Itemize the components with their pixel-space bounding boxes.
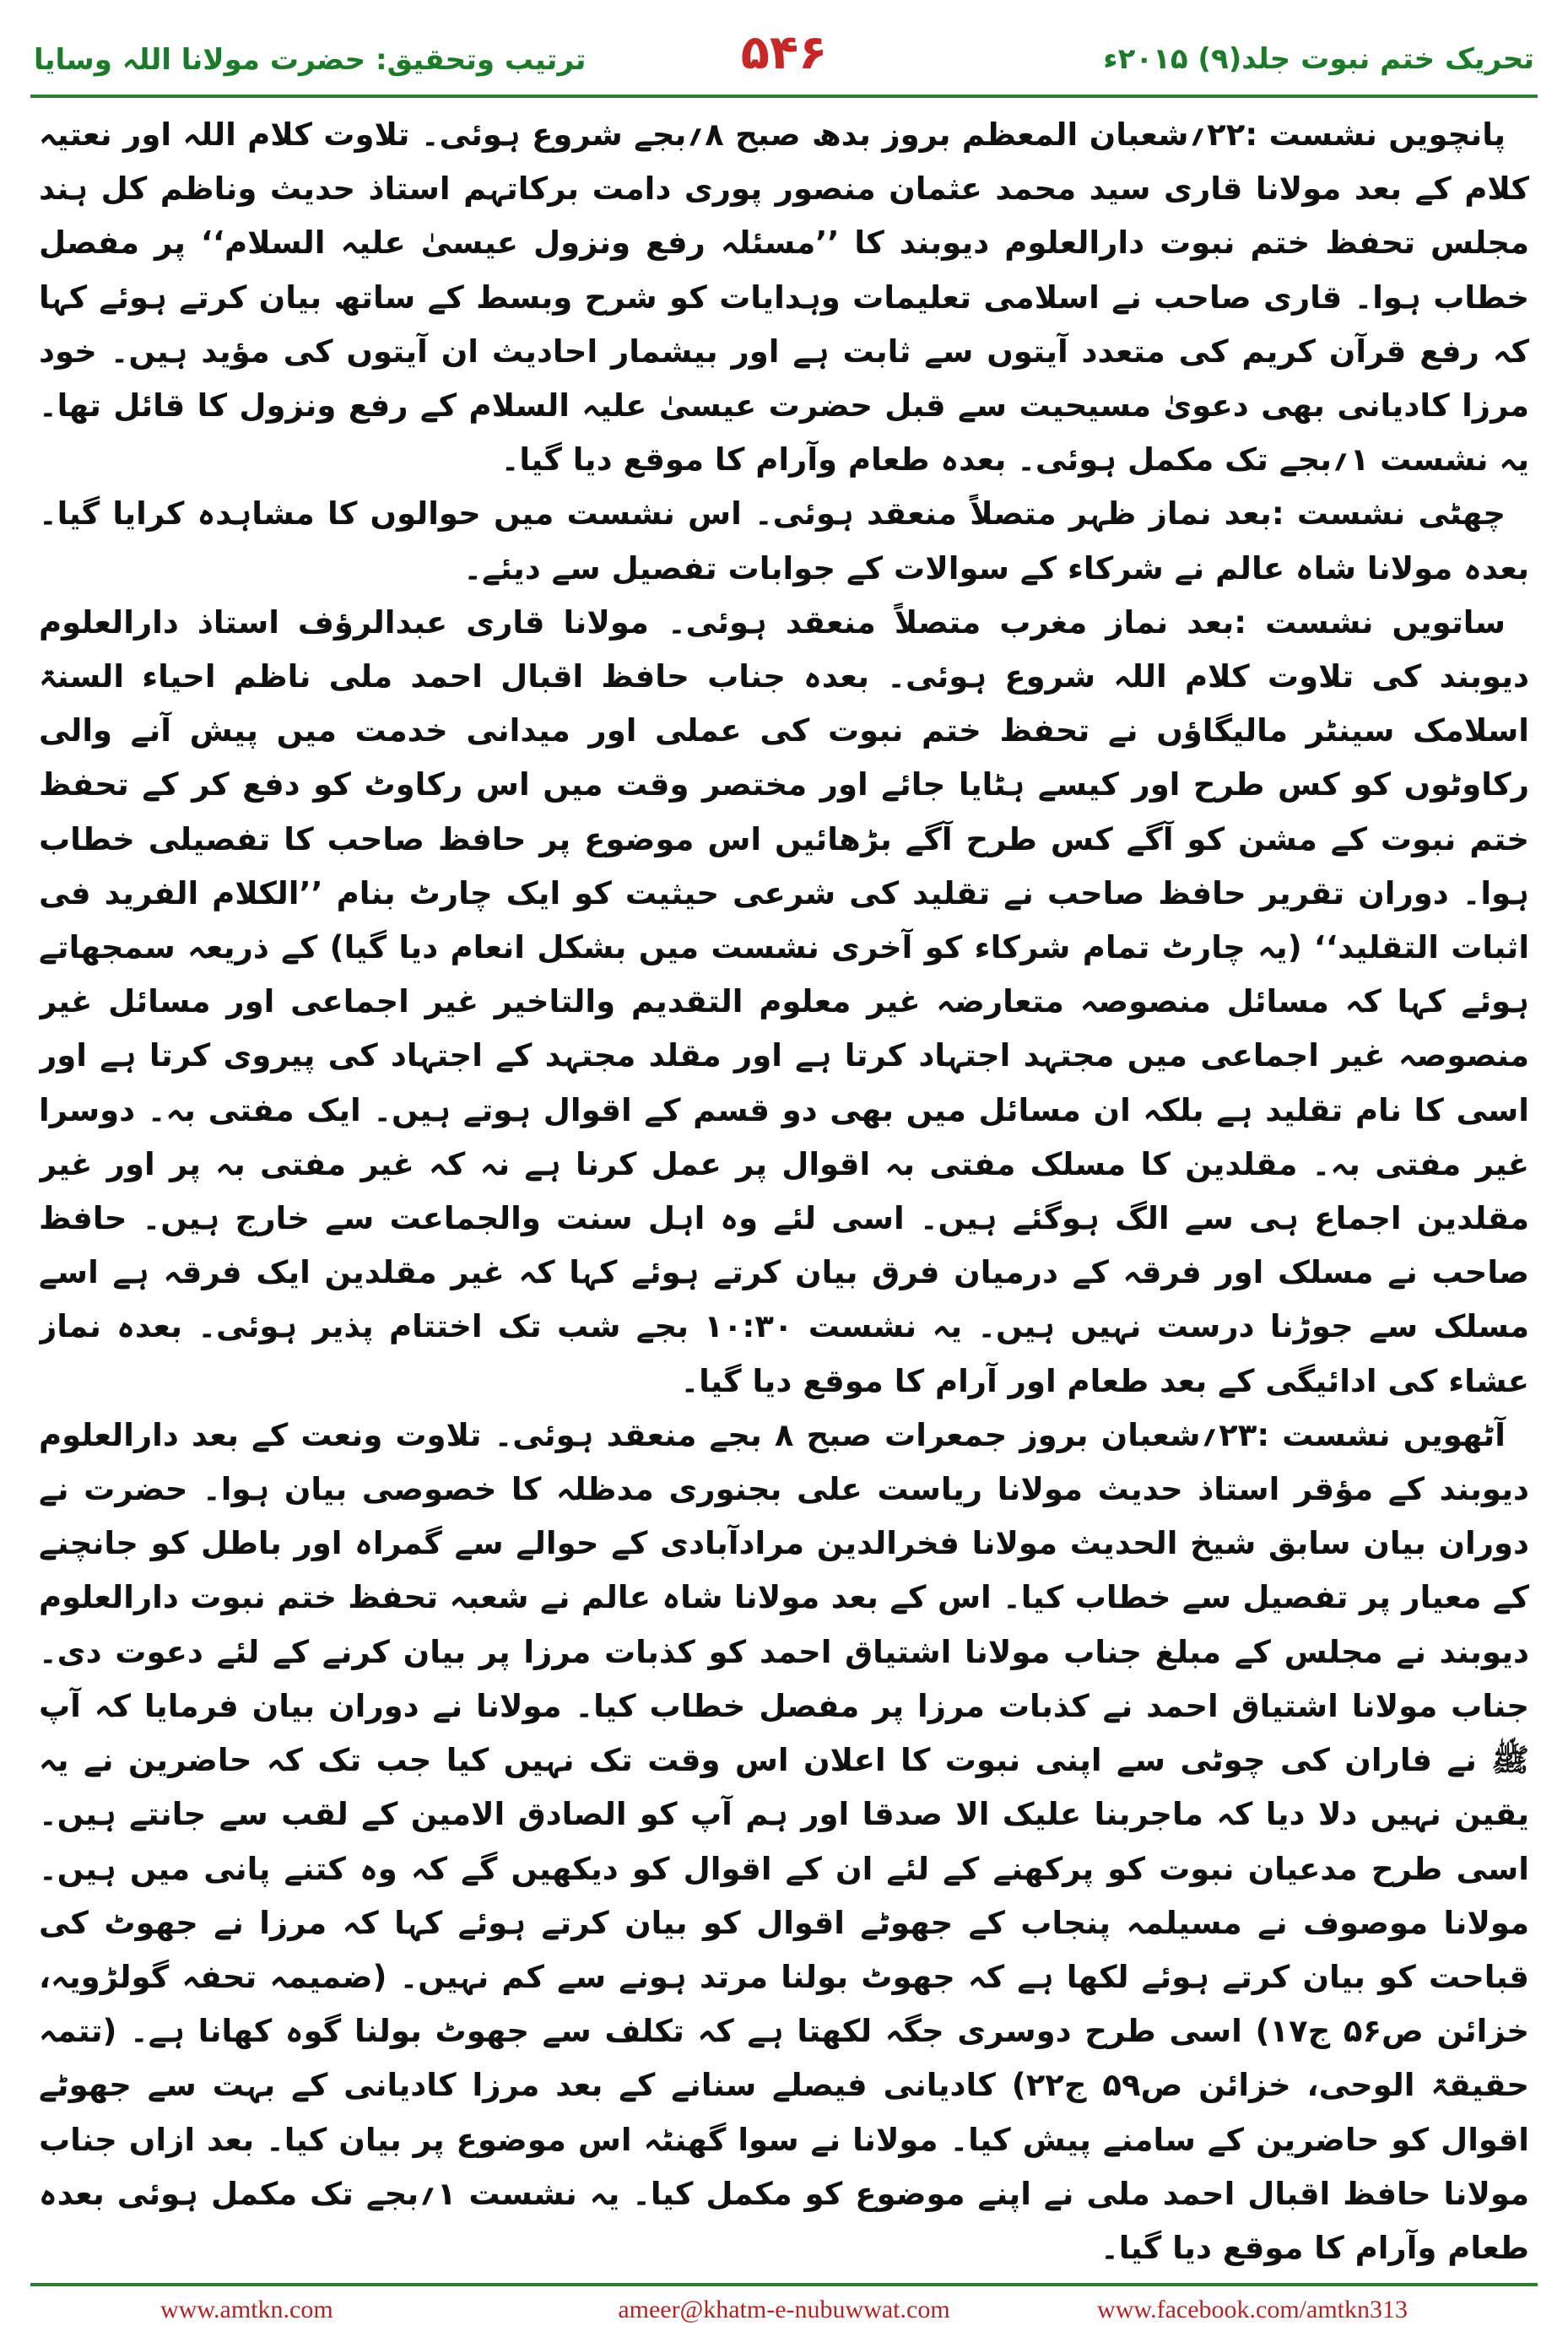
footer-website-link[interactable]: www.amtkn.com [160,2296,333,2323]
paragraph-fifth-session: پانچویں نشست :۲۲؍شعبان المعظم بروز بدھ صبح ۸؍بجے شروع ہوئی۔ تلاوت کلام اللہ اور نعتیہ کلام کے بعد مولانا قاری سید محمد عثمان منصور پوری دامت برکاتہم استاذ حدیث وناظم کل ہند مجلس تحفظ ختم نبوت دارالعلوم دیوبند کا ’’مسئلہ رفع ونزول عیسیٰ علیہ السلام‘‘ پر مفصل خطاب ہوا۔ قاری صاحب نے اسلامی تعلیمات وہدایات کو شرح وبسط کے ساتھ بیان کرتے ہوئے کہا کہ رفع قرآن کریم کی متعدد آیتوں سے ثابت ہے اور بیشمار احادیث ان آیتوں کی مؤید ہیں۔ خود مرزا کادیانی بھی دعویٰ مسیحیت سے قبل حضرت عیسیٰ علیہ السلام کے رفع ونزول کا قائل تھا۔ یہ نشست ۱؍بجے تک مکمل ہوئی۔ بعدہ طعام وآرام کا موقع دیا گیا۔ [39,116,1529,479]
footer-facebook-link[interactable]: www.facebook.com/amtkn313 [1097,2296,1408,2323]
page-body [39,108,1529,2273]
header-divider [30,95,1538,98]
page-header [34,15,1534,91]
page-number: ۵۴۶ [740,25,828,80]
footer-divider [30,2283,1538,2286]
book-title: تحریک ختم نبوت جلد(۹) ۲۰۱۵ء [1103,42,1534,76]
paragraph-seventh-session: ساتویں نشست :بعد نماز مغرب متصلاً منعقد ہوئی۔ مولانا قاری عبدالرؤف استاذ دارالعلوم دیوبند کی تلاوت کلام اللہ شروع ہوئی۔ بعدہ جناب حافظ اقبال احمد ملی ناظم احیاء السنۃ اسلامک سینٹر مالیگاؤں نے تحفظ ختم نبوت کی عملی اور میدانی خدمت میں پیش آنے والی رکاوٹوں کو کس طرح اور کیسے ہٹایا جائے اور مختصر وقت میں اس رکاوٹ کو دفع کر کے تحفظ ختم نبوت کے مشن کو آگے کس طرح آگے بڑھائیں اس موضوع پر حافظ صاحب کا تفصیلی خطاب ہوا۔ دوران تقریر حافظ صاحب نے تقلید کی شرعی حیثیت کو ایک چارٹ بنام ’’الکلام الفرید فی اثبات التقلید‘‘ (یہ چارٹ تمام شرکاء کو آخری نشست میں بشکل انعام دیا گیا) کے ذریعہ سمجھاتے ہوئے کہا کہ مسائل منصوصہ متعارضہ غیر معلوم التقدیم والتاخیر غیر اجماعی اور مسائل غیر منصوصہ غیر اجماعی میں مجتہد اجتہاد کرتا ہے اور مقلد مجتہد کے اجتہاد کی پیروی کرتا ہے اور اسی کا نام تقلید ہے بلکہ ان مسائل میں بھی دو قسم کے اقوال ہوتے ہیں۔ ایک مفتی بہ۔ دوسرا غیر مفتی بہ۔ مقلدین کا مسلک مفتی بہ اقوال پر عمل کرنا ہے نہ کہ غیر مفتی بہ پر اور غیر مقلدین اجماع ہی سے الگ ہوگئے ہیں۔ اسی لئے وہ اہل سنت والجماعت سے خارج ہیں۔ حافظ صاحب نے مسلک اور فرقہ کے درمیان فرق بیان کرتے ہوئے کہا کہ غیر مقلدین ایک فرقہ ہے اسے مسلک سے جوڑنا درست نہیں ہیں۔ یہ نشست ۱۰:۳۰ بجے شب تک اختتام پذیر ہوئی۔ بعدہ نماز عشاء کی ادائیگی کے بعد طعام اور آرام کا موقع دیا گیا۔ [39,603,1529,1399]
paragraph-eighth-session: آٹھویں نشست :۲۳؍شعبان بروز جمعرات صبح ۸ بجے منعقد ہوئی۔ تلاوت ونعت کے بعد دارالعلوم دیوبند کے مؤقر استاذ حدیث مولانا ریاست علی بجنوری مدظلہ کا خصوصی بیان ہوا۔ حضرت نے دوران بیان سابق شیخ الحدیث مولانا فخرالدین مرادآبادی کے حوالے سے گمراہ اور باطل کو جانچنے کے معیار پر تفصیل سے خطاب کیا۔ اس کے بعد مولانا شاہ عالم نے شعبہ تحفظ ختم نبوت دارالعلوم دیوبند نے مجلس کے مبلغ جناب مولانا اشتیاق احمد کو کذبات مرزا پر بیان کرنے کے لئے دعوت دی۔ جناب مولانا اشتیاق احمد نے کذبات مرزا پر مفصل خطاب کیا۔ مولانا نے دوران بیان فرمایا کہ آپ ﷺ نے فاران کی چوٹی سے اپنی نبوت کا اعلان اس وقت تک نہیں کیا جب تک کہ حاضرین نے یہ یقین نہیں دلا دیا کہ ماجربنا علیک الا صدقا اور ہم آپ کو الصادق الامین کے لقب سے جانتے ہیں۔ اسی طرح مدعیان نبوت کو پرکھنے کے لئے ان کے اقوال کو دیکھیں گے کہ وہ کتنے پانی میں ہیں۔ مولانا موصوف نے مسیلمہ پنجاب کے جھوٹے اقوال کو بیان کرتے ہوئے کہا کہ مرزا نے جھوٹ کی قباحت کو بیان کرتے ہوئے لکھا ہے کہ جھوٹ بولنا مرتد ہونے سے کم نہیں۔ (ضمیمہ تحفہ گولڑویہ، خزائن ص۵۶ ج۱۷) اسی طرح دوسری جگہ لکھتا ہے کہ تکلف سے جھوٹ بولنا گوہ کھانا ہے۔ (تتمہ حقیقۃ الوحی، خزائن ص۵۹ ج۲۲) کادیانی فیصلے سنانے کے بعد مرزا کادیانی کے بہت سے جھوٹے اقوال کو حاضرین کے سامنے پیش کیا۔ مولانا نے سوا گھنٹہ اس موضوع پر بیان کیا۔ بعد ازاں جناب مولانا حافظ اقبال احمد ملی نے اپنے موضوع کو مکمل کیا۔ یہ نشست ۱؍بجے تک مکمل ہوئی بعدہ طعام وآرام کا موقع دیا گیا۔ [39,1416,1529,2266]
paragraph-sixth-session: چھٹی نشست :بعد نماز ظہر متصلاً منعقد ہوئی۔ اس نشست میں حوالوں کا مشاہدہ کرایا گیا۔ بعدہ مولانا شاہ عالم نے شرکاء کے سوالات کے جوابات تفصیل سے دیئے۔ [39,495,1529,587]
compiler-credit: ترتیب وتحقیق: حضرت مولانا اللہ وسایا [34,43,587,77]
footer-email-link[interactable]: ameer@khatm-e-nubuwwat.com [618,2296,950,2323]
page-footer [160,2292,1408,2334]
